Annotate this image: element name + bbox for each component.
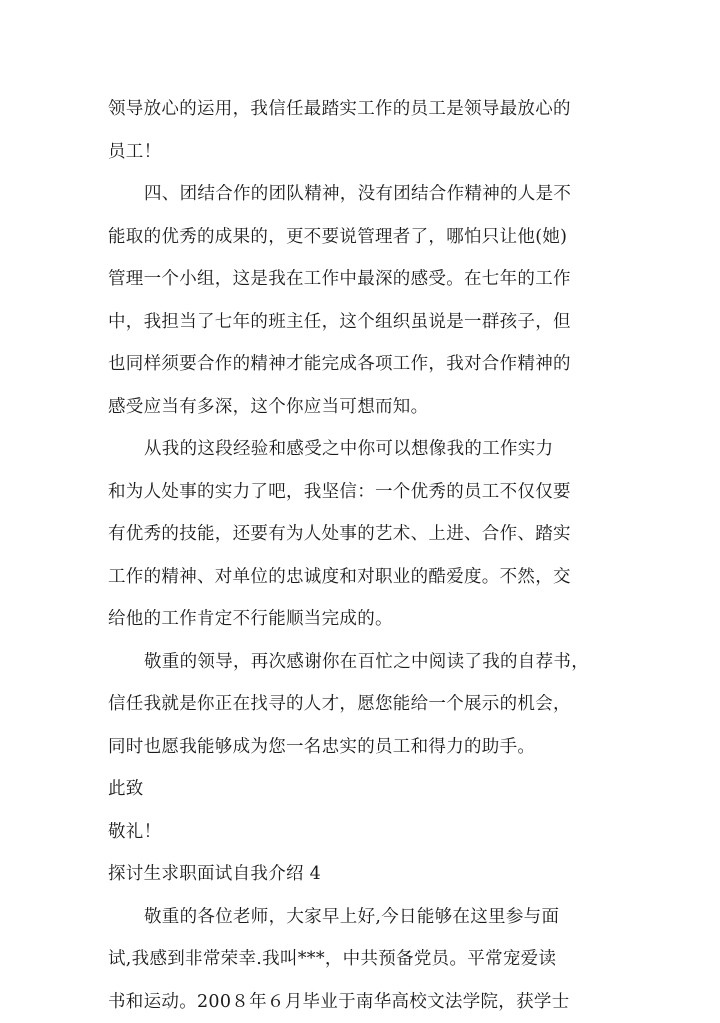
text-line: 也同样须要合作的精神才能完成各项工作，我对合作精神的 [108, 343, 612, 386]
closing-regards: 敬礼！ [108, 811, 612, 854]
text-line: 信任我就是你正在找寻的人才，愿您能给一个展示的机会， [108, 683, 612, 726]
text-line: 给他的工作肯定不行能顺当完成的。 [108, 598, 612, 641]
text-line: 有优秀的技能，还要有为人处事的艺术、上进、合作、踏实 [108, 513, 612, 556]
text-line: 员工！ [108, 131, 612, 174]
text-line: 敬重的领导，再次感谢你在百忙之中阅读了我的自荐书， [108, 641, 612, 684]
document-body [108, 88, 612, 1023]
text-line: 四、团结合作的团队精神，没有团结合作精神的人是不 [108, 173, 612, 216]
text-line: 同时也愿我能够成为您一名忠实的员工和得力的助手。 [108, 726, 612, 769]
text-line: 中，我担当了七年的班主任，这个组织虽说是一群孩子，但 [108, 301, 612, 344]
text-line: 和为人处事的实力了吧，我坚信：一个优秀的员工不仅仅要 [108, 471, 612, 514]
text-line: 从我的这段经验和感受之中你可以想像我的工作实力 [108, 428, 612, 471]
text-line: 能取的优秀的成果的，更不要说管理者了，哪怕只让他(她) [108, 216, 612, 259]
closing-salutation: 此致 [108, 768, 612, 811]
text-line: 管理一个小组，这是我在工作中最深的感受。在七年的工作 [108, 258, 612, 301]
text-line: 感受应当有多深，这个你应当可想而知。 [108, 386, 612, 429]
text-line: 领导放心的运用，我信任最踏实工作的员工是领导最放心的 [108, 88, 612, 131]
text-line: 试,我感到非常荣幸.我叫***，中共预备党员。平常宠爱读 [108, 938, 612, 981]
text-line: 书和运动。200８年６月毕业于南华高校文法学院，获学士 [108, 981, 612, 1023]
section-heading: 探讨生求职面试自我介绍 4 [108, 853, 612, 896]
text-line: 工作的精神、对单位的忠诚度和对职业的酷爱度。不然，交 [108, 556, 612, 599]
text-line: 敬重的各位老师，大家早上好,今日能够在这里参与面 [108, 896, 612, 939]
